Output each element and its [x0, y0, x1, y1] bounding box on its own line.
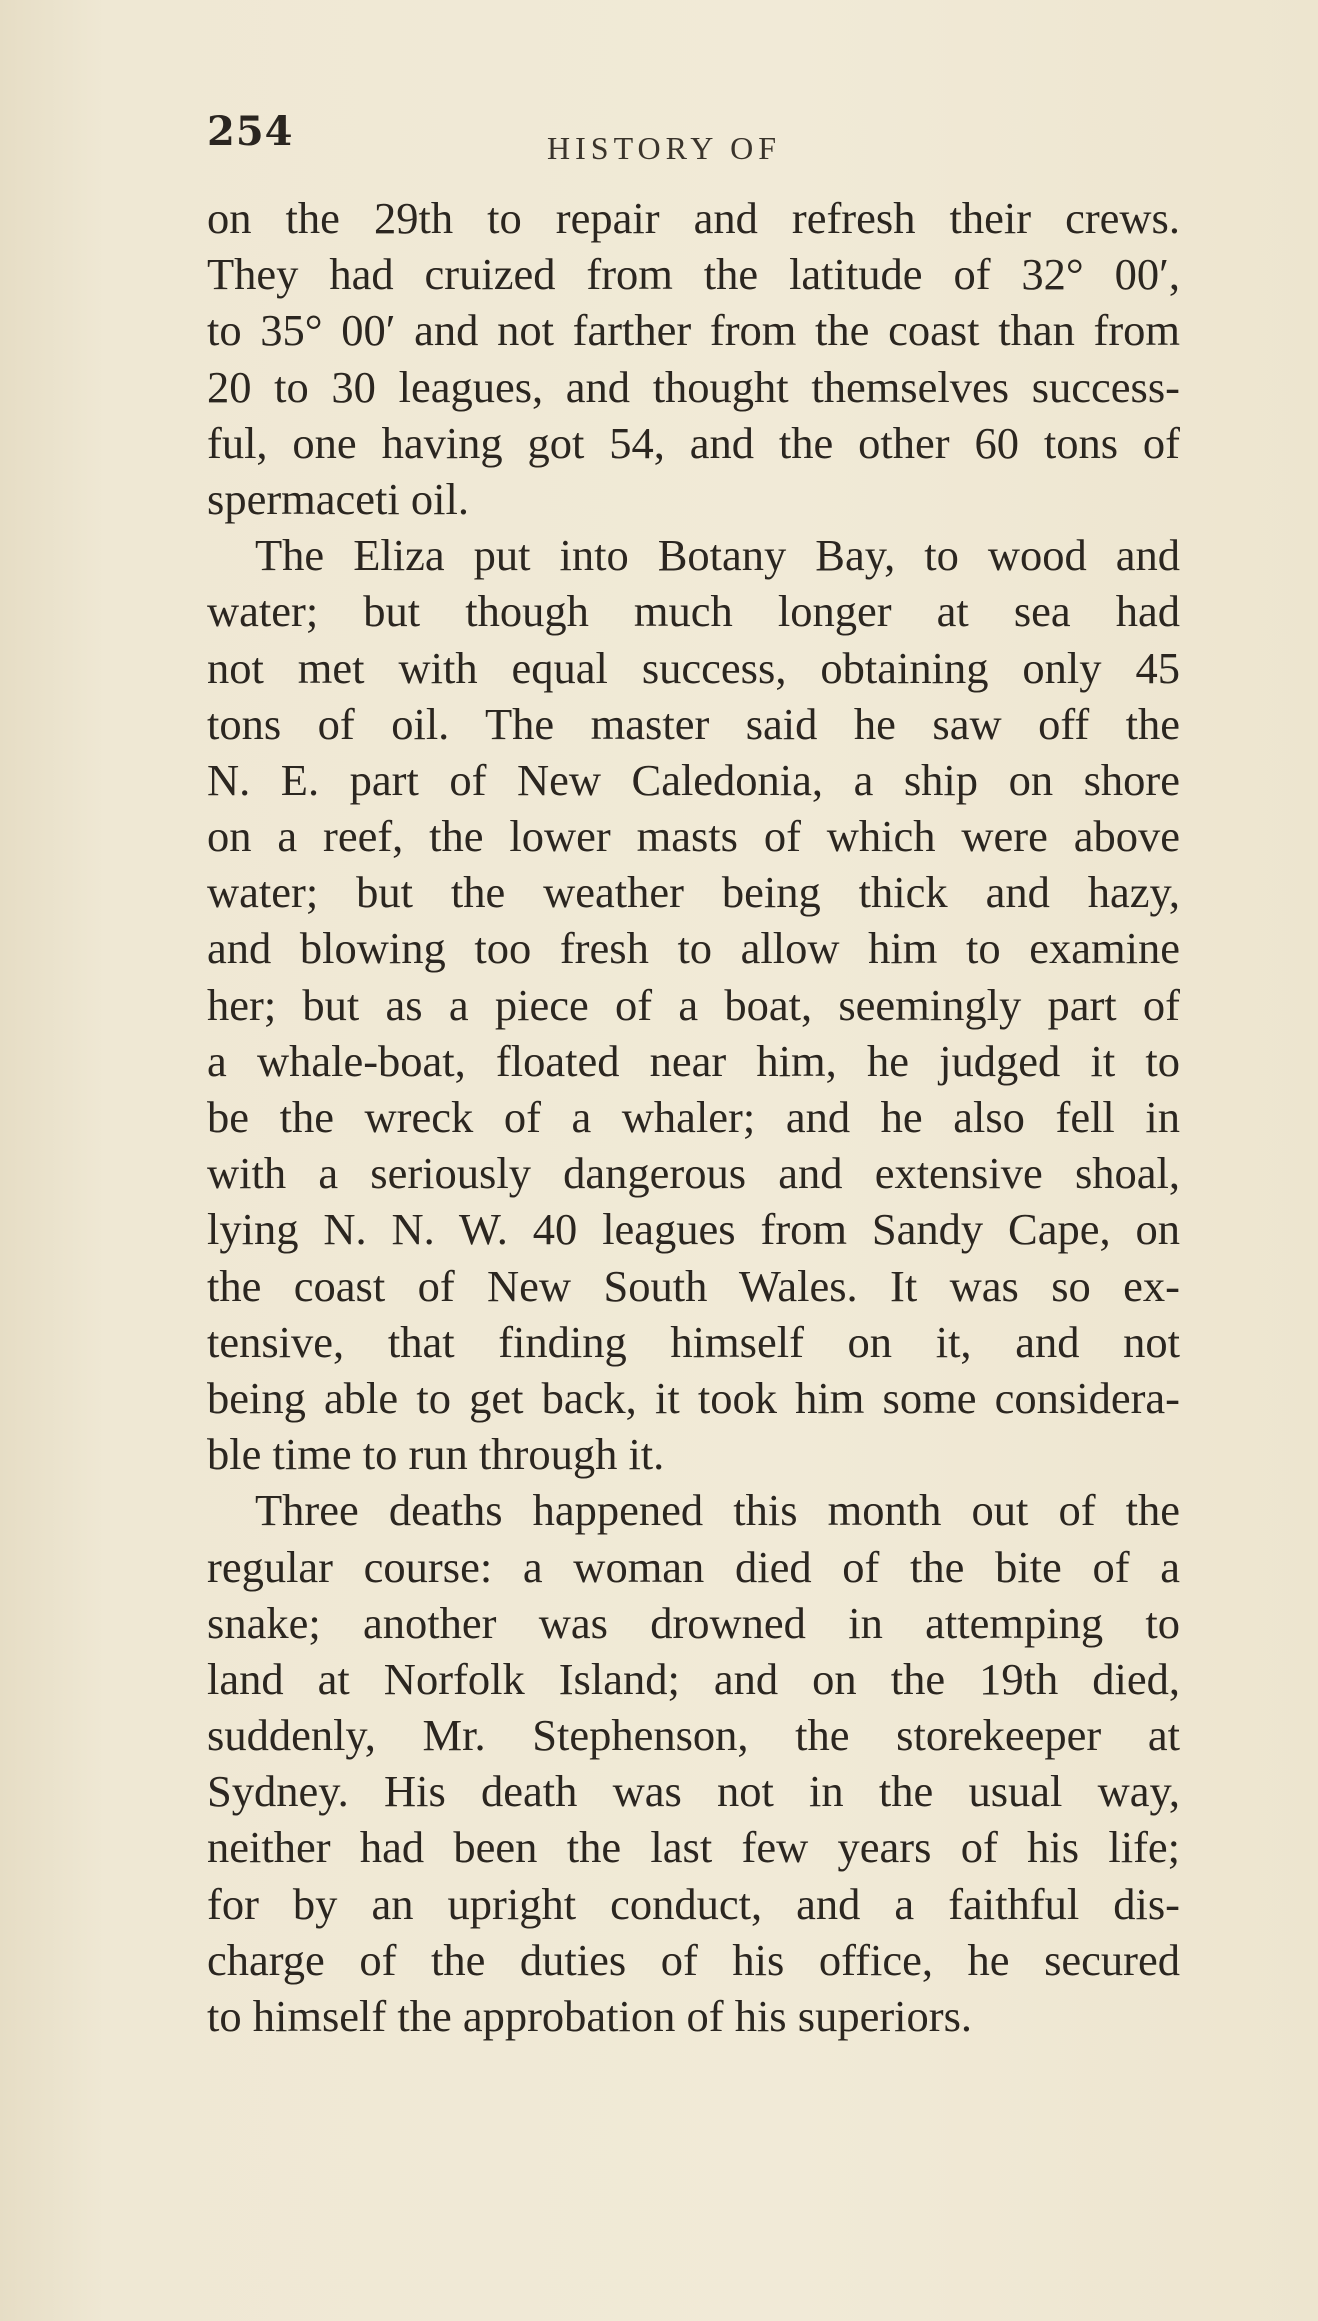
text-line: land at Norfolk Island; and on the 19th died,	[207, 1653, 1180, 1704]
text-line: water; but though much longer at sea had	[207, 586, 1180, 637]
text-line: lying N. N. W. 40 leagues from Sandy Cape, on	[207, 1204, 1180, 1255]
text-line: being able to get back, it took him some considera-	[207, 1372, 1180, 1423]
text-line: on a reef, the lower masts of which were above	[207, 811, 1180, 862]
text-line: with a seriously dangerous and extensive shoal,	[207, 1148, 1180, 1199]
text-line: a whale-boat, floated near him, he judged it to	[207, 1035, 1180, 1086]
text-line: They had cruized from the latitude of 32° 00′,	[207, 249, 1180, 300]
text-line: N. E. part of New Caledonia, a ship on shore	[207, 754, 1180, 805]
text-line: the coast of New South Wales. It was so ex-	[207, 1260, 1180, 1311]
text-line: regular course: a woman died of the bite of a	[207, 1541, 1180, 1592]
text-line: snake; another was drowned in attemping to	[207, 1597, 1180, 1648]
text-line: charge of the duties of his office, he secured	[207, 1934, 1180, 1985]
text-line: ble time to run through it.	[207, 1429, 665, 1480]
text-line: not met with equal success, obtaining only 45	[207, 642, 1180, 693]
text-line: The Eliza put into Botany Bay, to wood and	[255, 530, 1180, 581]
text-line: Three deaths happened this month out of the	[255, 1485, 1180, 1536]
text-line: on the 29th to repair and refresh their crews.	[207, 193, 1180, 243]
text-line: Sydney. His death was not in the usual way,	[207, 1766, 1180, 1817]
page-header	[207, 108, 1127, 168]
text-line: 20 to 30 leagues, and thought themselves success-	[207, 361, 1180, 412]
text-line: tons of oil. The master said he saw off the	[207, 698, 1180, 749]
text-line: ful, one having got 54, and the other 60 tons of	[207, 417, 1180, 468]
text-line: her; but as a piece of a boat, seemingly part of	[207, 979, 1180, 1030]
text-line: suddenly, Mr. Stephenson, the storekeeper at	[207, 1710, 1180, 1761]
text-line: water; but the weather being thick and hazy,	[207, 867, 1180, 918]
page-number: 254	[207, 108, 294, 155]
text-line: to himself the approbation of his superiors.	[207, 1991, 973, 2041]
body-text	[207, 190, 1180, 2044]
text-line: for by an upright conduct, and a faithful dis-	[207, 1878, 1180, 1929]
text-line: and blowing too fresh to allow him to examine	[207, 923, 1180, 974]
text-line: neither had been the last few years of his life;	[207, 1822, 1180, 1873]
text-line: spermaceti oil.	[207, 473, 469, 524]
text-line: to 35° 00′ and not farther from the coast than from	[207, 305, 1180, 356]
text-line: tensive, that finding himself on it, and not	[207, 1316, 1180, 1367]
text-line: be the wreck of a whaler; and he also fell in	[207, 1092, 1180, 1142]
running-head: HISTORY OF	[547, 130, 782, 166]
